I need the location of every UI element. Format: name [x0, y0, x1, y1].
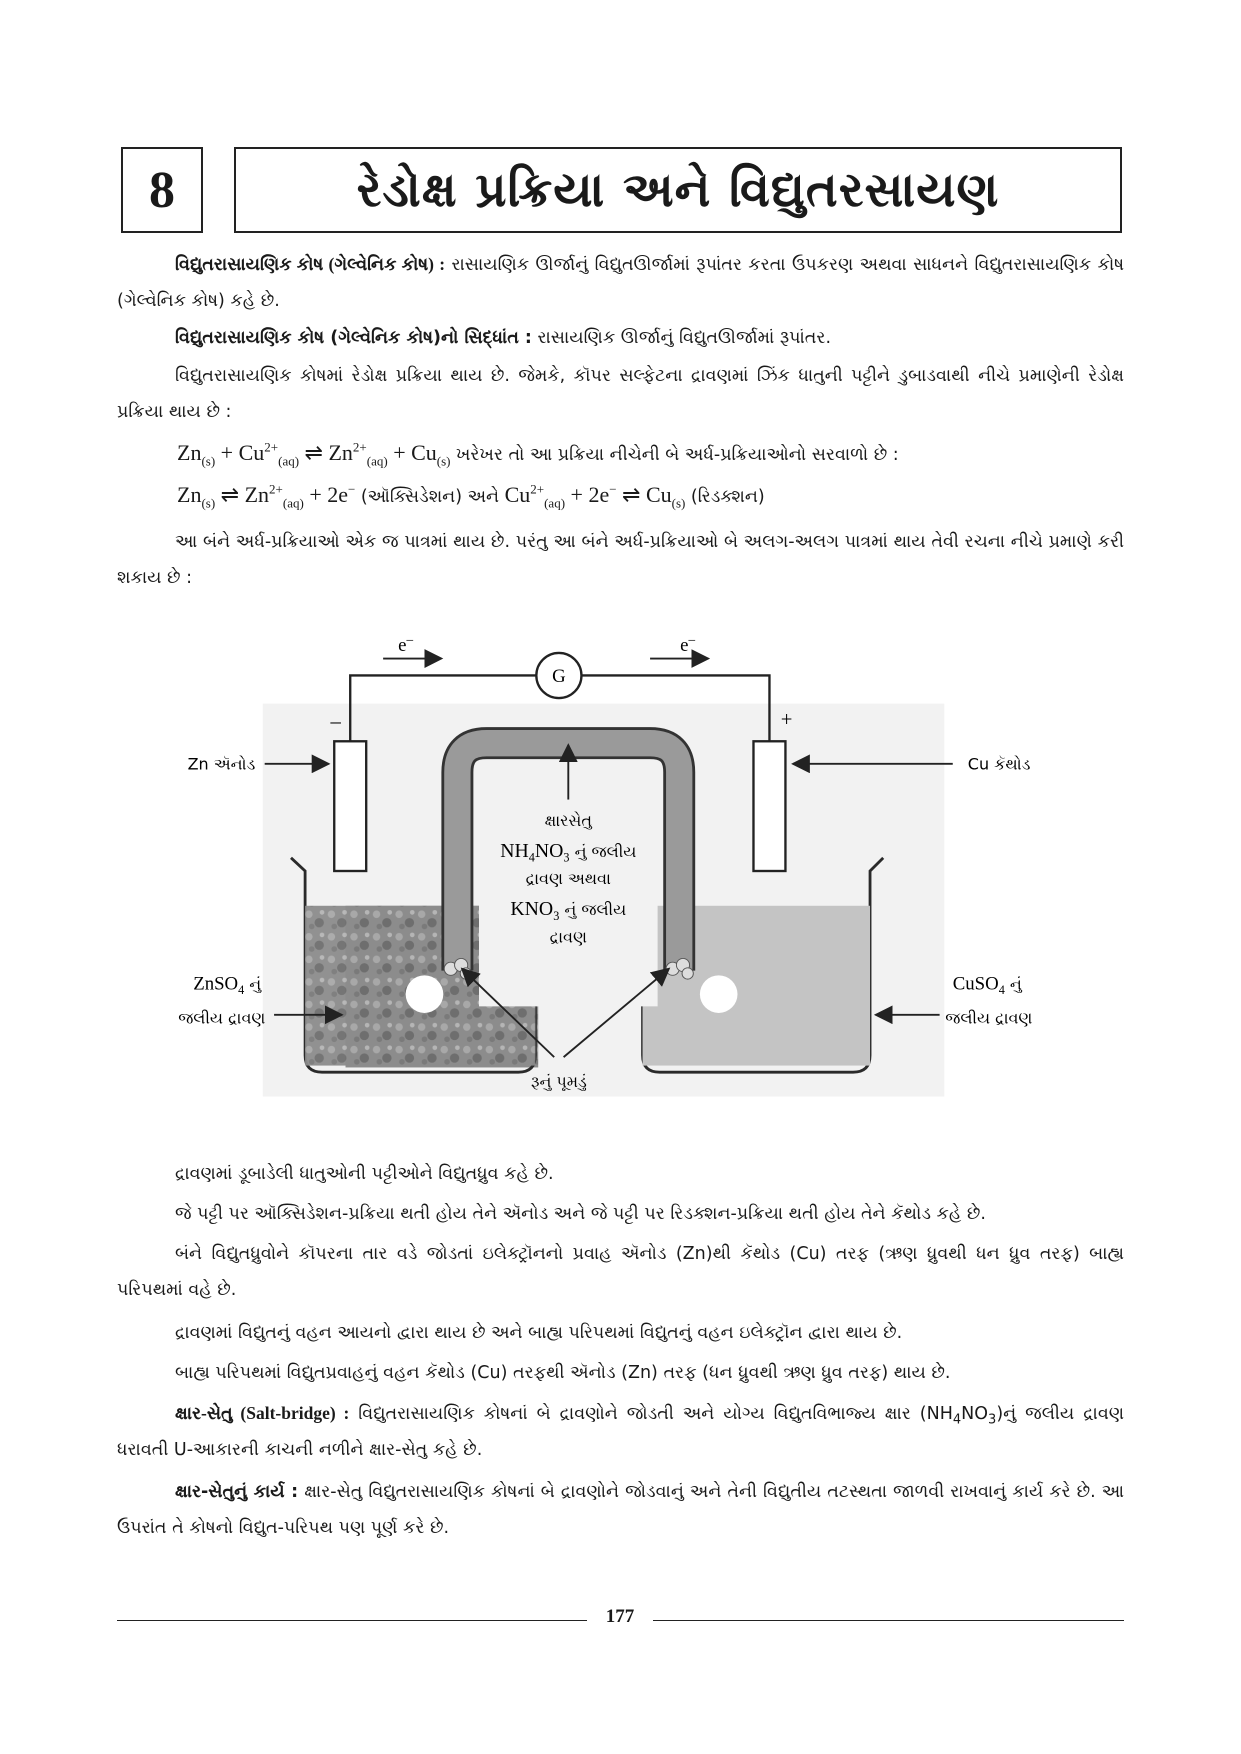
cathode-label: Cu કૅથોડ: [967, 754, 1031, 774]
saltbridge-solution: દ્રાવણ: [549, 927, 587, 947]
left-bubble: [406, 975, 444, 1013]
galvanometer-label: G: [552, 666, 566, 688]
anode-label: Zn ઍનોડ: [187, 754, 256, 774]
saltbridge-kno3: $KNO_3$ નું જલીય: [510, 898, 627, 923]
zinc-anode-strip: [334, 741, 366, 871]
right-bubble: [700, 975, 738, 1013]
principle-galvanic-cell: [117, 320, 1124, 356]
term-principle: વિદ્યુતરાસાયણિક કોષ (ગેલ્વેનિક કોષ)નો સિદ્ધાંત :: [175, 328, 532, 348]
paragraph-electron-flow: બંને વિદ્યુતધ્રુવોને કૉપરના તાર વડે જોડતાં ઇલેક્ટ્રૉનનો પ્રવાહ ઍનોડ (Zn)થી કૅથોડ (Cu) તરફ (ઋણ ધ્રુવથી ધન ધ્રુવ તરફ) બાહ્ય પરિપથમાં વહે છે.: [117, 1244, 1124, 1300]
chapter-number: 8: [121, 147, 203, 233]
paragraph-redox-example: વિદ્યુતરાસાયણિક કોષમાં રેડોક્ષ પ્રક્રિયા થાય છે. જેમકે, કૉપર સલ્ફેટના દ્રાવણમાં ઝિંક ધાતુની પટ્ટીને ડુબાડવાથી નીચે પ્રમાણેની રેડોક્ષ પ્રક્રિયા થાય છે :: [117, 366, 1124, 422]
saltbridge-or: દ્રાવણ અથવા: [525, 869, 611, 889]
footer-rule-left: [117, 1620, 587, 1621]
term-galvanic-cell: વિદ્યુતરાસાયણિક કોષ (ગેલ્વેનિક કોષ) :: [175, 254, 446, 274]
equation-half-reactions: $Zn_{(s)}$ ⇌ $Zn^{2+}_{(aq)} + 2e^-$ (ઑક્સિડેશન) અને $Cu^{2+}_{(aq)} + 2e^-$ ⇌ $Cu_{(s)}$ (રિડક્શન): [177, 481, 765, 511]
label-and: અને: [467, 487, 500, 507]
chapter-title: રેડોક્ષ પ્રક્રિયા અને વિદ્યુતરસાયણ: [234, 147, 1122, 233]
definition-text: રાસાયણિક ઊર્જાનું વિદ્યુતઊર્જામાં રૂપાંતર કરતા ઉપકરણ અથવા સાધનને વિદ્યુતરાસાયણિક કોષ (ગેલ્વેનિક કોષ) કહે છે.: [117, 255, 1125, 311]
right-solution-formula: CuSO$_4$ નું: [952, 973, 1022, 998]
equation-overall-note: ખરેખર તો આ પ્રક્રિયા નીચેની બે અર્ધ-પ્રક્રિયાઓનો સરવાળો છે :: [456, 445, 899, 465]
footer-rule-right: [653, 1620, 1124, 1621]
saltbridge-nh4no3: $NH_4NO_3$ નું જલીય: [500, 839, 637, 865]
left-solution-text: જલીય દ્રાવણ: [178, 1008, 266, 1028]
paragraph-current-flow: બાહ્ય પરિપથમાં વિદ્યુતપ્રવાહનું વહન કૅથોડ (Cu) તરફથી ઍનોડ (Zn) તરફ (ધન ધ્રુવથી ઋણ ધ્રુવ તરફ) થાય છે.: [175, 1363, 951, 1383]
principle-text: રાસાયણિક ઊર્જાનું વિદ્યુતઊર્જામાં રૂપાંતર.: [537, 328, 832, 348]
plus-sign: +: [780, 709, 793, 732]
paragraph-anode-cathode: જે પટ્ટી પર ઑક્સિડેશન-પ્રક્રિયા થતી હોય તેને ઍનોડ અને જે પટ્ટી પર રિડક્શન-પ્રક્રિયા થતી હોય તેને કૅથોડ કહે છે.: [175, 1204, 986, 1224]
paragraph-separate-vessels: આ બંને અર્ધ-પ્રક્રિયાઓ એક જ પાત્રમાં થાય છે. પરંતુ આ બંને અર્ધ-પ્રક્રિયાઓ બે અલગ-અલગ પાત્રમાં થાય તેવી રચના નીચે પ્રમાણે કરી શકાય છે :: [117, 532, 1124, 588]
electron-label-left: e–: [398, 636, 414, 657]
paragraph-salt-bridge: ક્ષાર-સેતુ (Salt-bridge) : વિદ્યુતરાસાયણિક કોષનાં બે દ્રાવણોને જોડતી અને યોગ્ય વિદ્યુતવિભાજ્ય ક્ષાર $(NH_4NO_3)નું$ જલીય દ્રાવણ ધરાવતી U-આકારની કાચની નળીને ક્ષાર-સેતુ કહે છે.: [117, 1403, 1125, 1460]
label-oxidation: (ઑક્સિડેશન): [360, 487, 463, 507]
page-number: 177: [605, 1606, 635, 1627]
galvanic-cell-diagram: [140, 636, 1100, 1106]
definition-galvanic-cell: [117, 246, 1124, 319]
term-salt-bridge: ક્ષાર-સેતુ (Salt-bridge) :: [175, 1403, 350, 1423]
right-solution-text: જલીય દ્રાવણ: [945, 1008, 1033, 1028]
left-solution-formula: ZnSO$_4$ નું: [193, 973, 262, 998]
label-reduction: (રિડક્શન): [690, 487, 765, 507]
minus-sign: –: [330, 711, 341, 734]
paragraph-electrodes: દ્રાવણમાં ડૂબાડેલી ધાતુઓની પટ્ટીઓને વિદ્યુતધ્રુવ કહે છે.: [175, 1164, 554, 1184]
equation-overall: $Zn_{(s)} + Cu^{2+}_{(aq)}$ ⇌ $Zn^{2+}_{(aq)} + Cu_{(s)}$ ખરેખર તો આ પ્રક્રિયા નીચેની બે અર્ધ-પ્રક્રિયાઓનો સરવાળો છે :: [177, 439, 899, 469]
copper-cathode-strip: [753, 741, 785, 871]
paragraph-salt-bridge-function: ક્ષાર-સેતુનું કાર્ય : ક્ષાર-સેતુ વિદ્યુતરાસાયણિક કોષનાં બે દ્રાવણોને જોડવાનું અને તેની વિદ્યુતીય તટસ્થતા જાળવી રાખવાનું કાર્ય કરે છે. આ ઉપરાંત તે કોષનો વિદ્યુત-પરિપથ પણ પૂર્ણ કરે છે.: [117, 1482, 1124, 1538]
electron-label-right: e–: [680, 636, 696, 657]
paragraph-conduction: દ્રાવણમાં વિદ્યુતનું વહન આયનો દ્વારા થાય છે અને બાહ્ય પરિપથમાં વિદ્યુતનું વહન ઇલેક્ટ્રૉન દ્વારા થાય છે.: [175, 1323, 903, 1343]
saltbridge-title: ક્ષારસેતુ: [544, 810, 592, 830]
cotton-plug-label: રૂનું પૂમડું: [530, 1072, 587, 1092]
term-salt-bridge-function: ક્ષાર-સેતુનું કાર્ય :: [175, 1482, 299, 1502]
